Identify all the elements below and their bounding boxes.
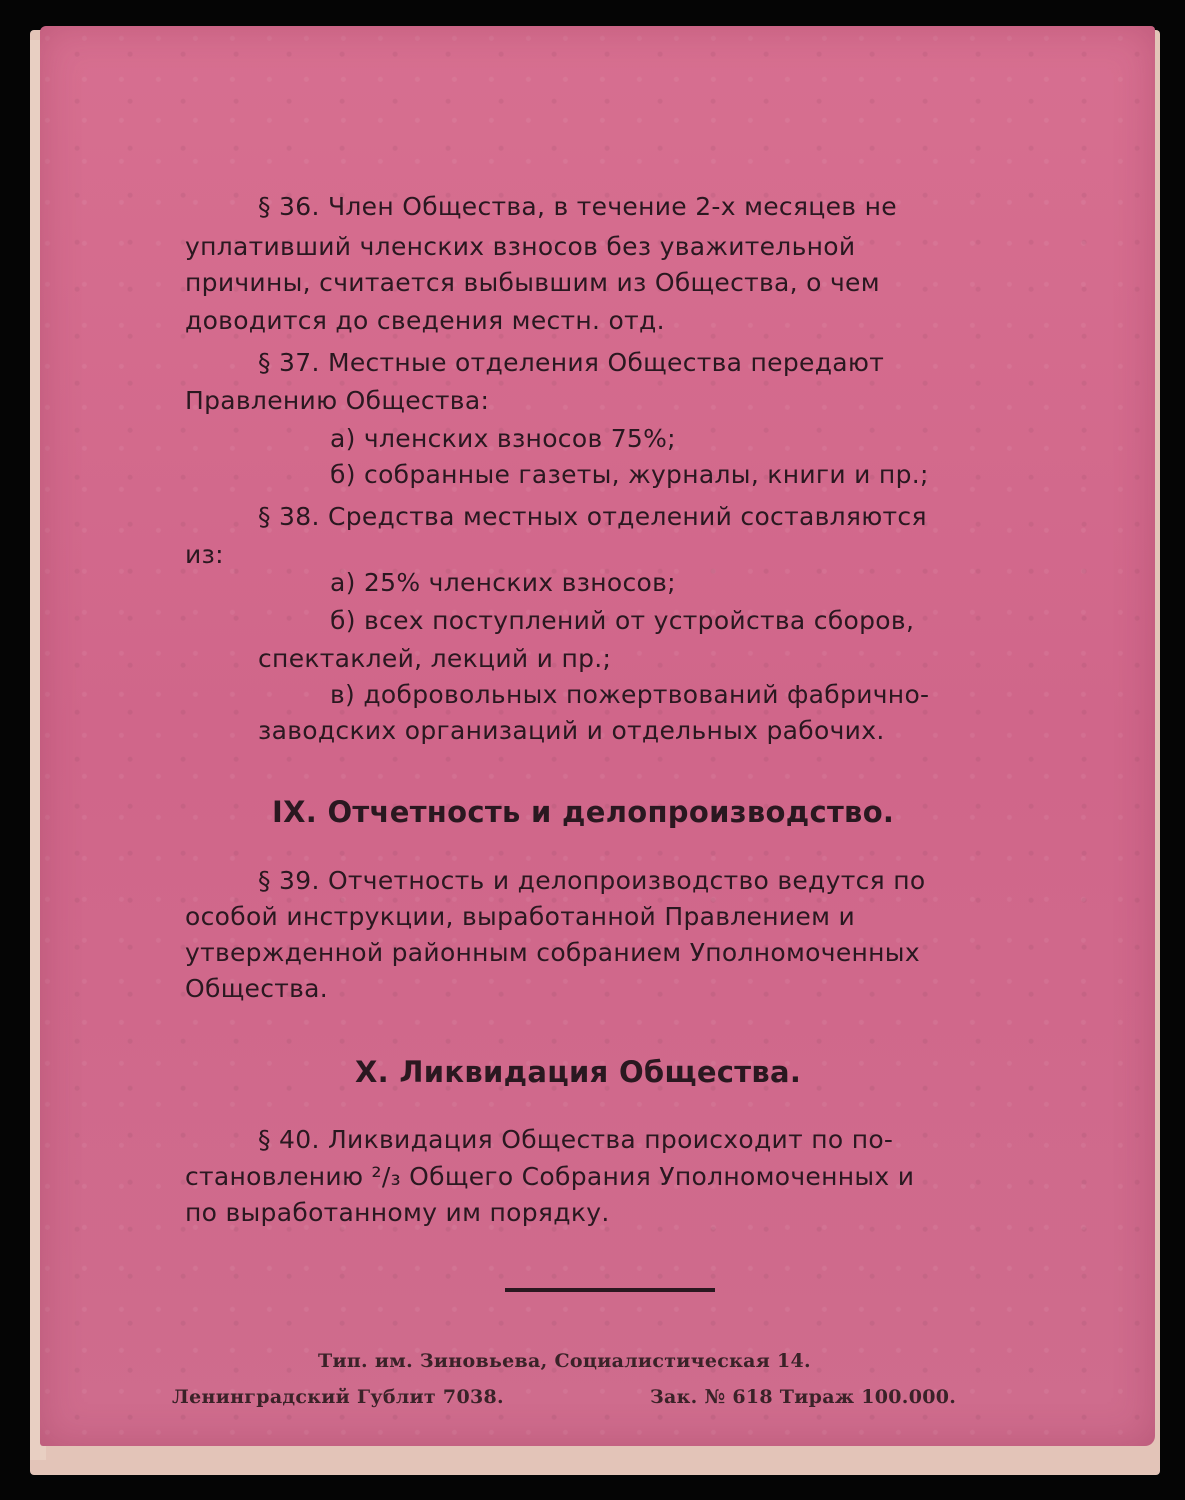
s37-item-b: б) собранные газеты, журналы, книги и пр.; <box>330 460 929 489</box>
imprint-right: Зак. № 618 Тираж 100.000. <box>650 1386 957 1408</box>
s38-line-2: из: <box>185 540 224 569</box>
imprint-left: Ленинградский Гублит 7038. <box>172 1386 504 1408</box>
s39-line-1: § 39. Отчетность и делопроизводство ведутся по <box>258 866 926 895</box>
s38-item-c-line-2: заводских организаций и отдельных рабочих. <box>258 716 885 745</box>
section-rule <box>505 1288 715 1292</box>
s40-line-3: по выработанному им порядку. <box>185 1198 610 1227</box>
section-heading-ix: IX. Отчетность и делопроизводство. <box>272 795 895 829</box>
s37-line-1: § 37. Местные отделения Общества передают <box>258 348 885 377</box>
s38-item-a: а) 25% членских взносов; <box>330 568 676 597</box>
s37-item-a: а) членских взносов 75%; <box>330 424 676 453</box>
s39-line-4: Общества. <box>185 974 329 1003</box>
imprint-line-1: Тип. им. Зиновьева, Социалистическая 14. <box>318 1350 811 1372</box>
section-heading-x: X. Ликвидация Общества. <box>355 1055 802 1089</box>
s36-line-2: уплативший членских взносов без уважительной <box>185 232 856 261</box>
s36-line-4: доводится до сведения местн. отд. <box>185 306 665 335</box>
s40-line-1: § 40. Ликвидация Общества происходит по по- <box>258 1125 894 1154</box>
s38-line-1: § 38. Средства местных отделений составляются <box>258 502 927 531</box>
s37-line-2: Правлению Общества: <box>185 386 490 415</box>
s38-item-c-line-1: в) добровольных пожертвований фабрично- <box>330 680 930 709</box>
s39-line-2: особой инструкции, выработанной Правлением и <box>185 902 856 931</box>
s40-line-2: становлению ²/₃ Общего Собрания Уполномоченных и <box>185 1162 915 1191</box>
s39-line-3: утвержденной районным собранием Уполномоченных <box>185 938 920 967</box>
s38-item-b-line-2: спектаклей, лекций и пр.; <box>258 644 612 673</box>
s36-line-1: § 36. Член Общества, в течение 2-х месяцев не <box>258 192 897 221</box>
s36-line-3: причины, считается выбывшим из Общества, о чем <box>185 268 880 297</box>
s38-item-b-line-1: б) всех поступлений от устройства сборов, <box>330 606 915 635</box>
